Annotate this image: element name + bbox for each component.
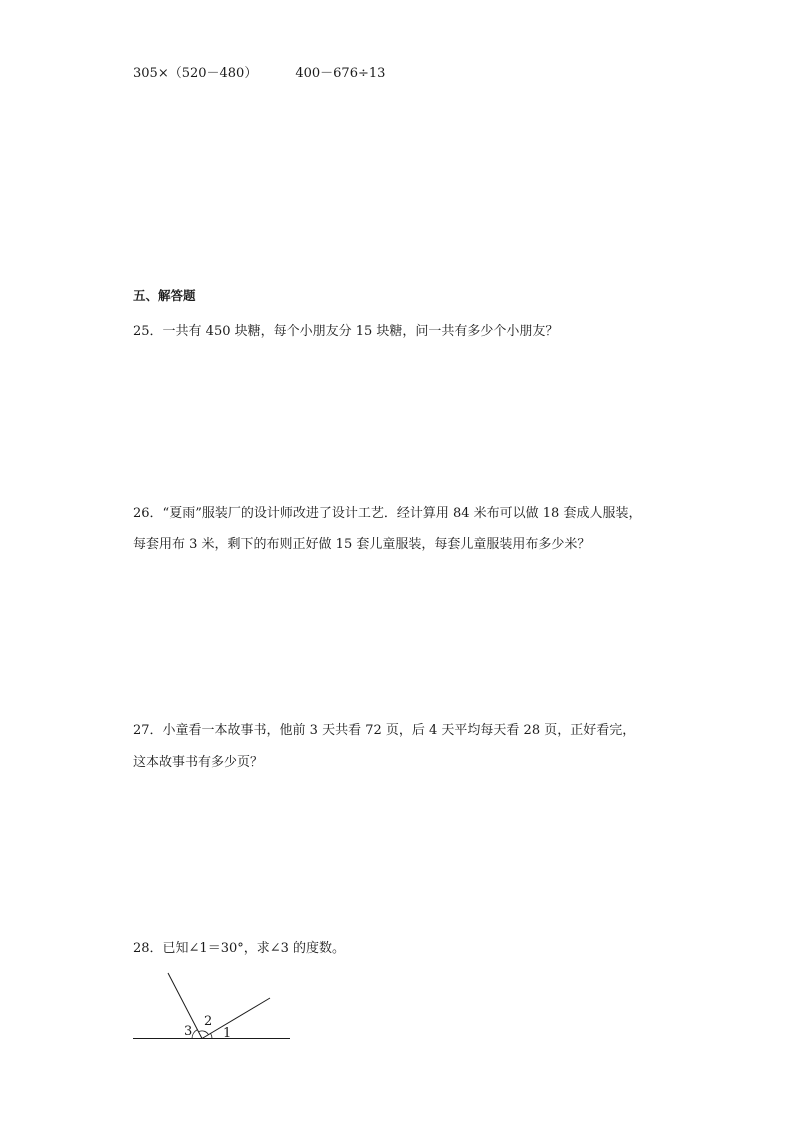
question-27-line-1: 27．小童看一本故事书，他前 3 天共看 72 页，后 4 天平均每天看 28 页，正好看完， bbox=[133, 723, 636, 738]
question-26-line-1: 26．“夏雨”服装厂的设计师改进了设计工艺．经计算用 84 米布可以做 18 套成人服装， bbox=[133, 506, 642, 521]
angle-3-arc bbox=[192, 1030, 197, 1039]
angle-label-2: 2 bbox=[204, 1014, 213, 1029]
calculation-expression-2: 400－676÷13 bbox=[295, 66, 386, 81]
calculation-expression-1: 305×（520－480） bbox=[133, 66, 258, 81]
angle-1-arc bbox=[211, 1033, 212, 1038]
question-26-line-2: 每套用布 3 米，剩下的布则正好做 15 套儿童服装，每套儿童服装用布多少米？ bbox=[133, 537, 591, 552]
angle-label-3: 3 bbox=[184, 1024, 193, 1039]
question-27-line-2: 这本故事书有多少页？ bbox=[133, 755, 264, 770]
angle-diagram bbox=[130, 968, 300, 1048]
question-25: 25．一共有 450 块糖，每个小朋友分 15 块糖，问一共有多少个小朋友？ bbox=[133, 324, 559, 339]
question-28: 28．已知∠1＝30°，求∠3 的度数。 bbox=[133, 941, 346, 956]
section-heading: 五、解答题 bbox=[133, 288, 196, 303]
calculation-row bbox=[133, 66, 385, 82]
angle-label-1: 1 bbox=[223, 1026, 232, 1041]
